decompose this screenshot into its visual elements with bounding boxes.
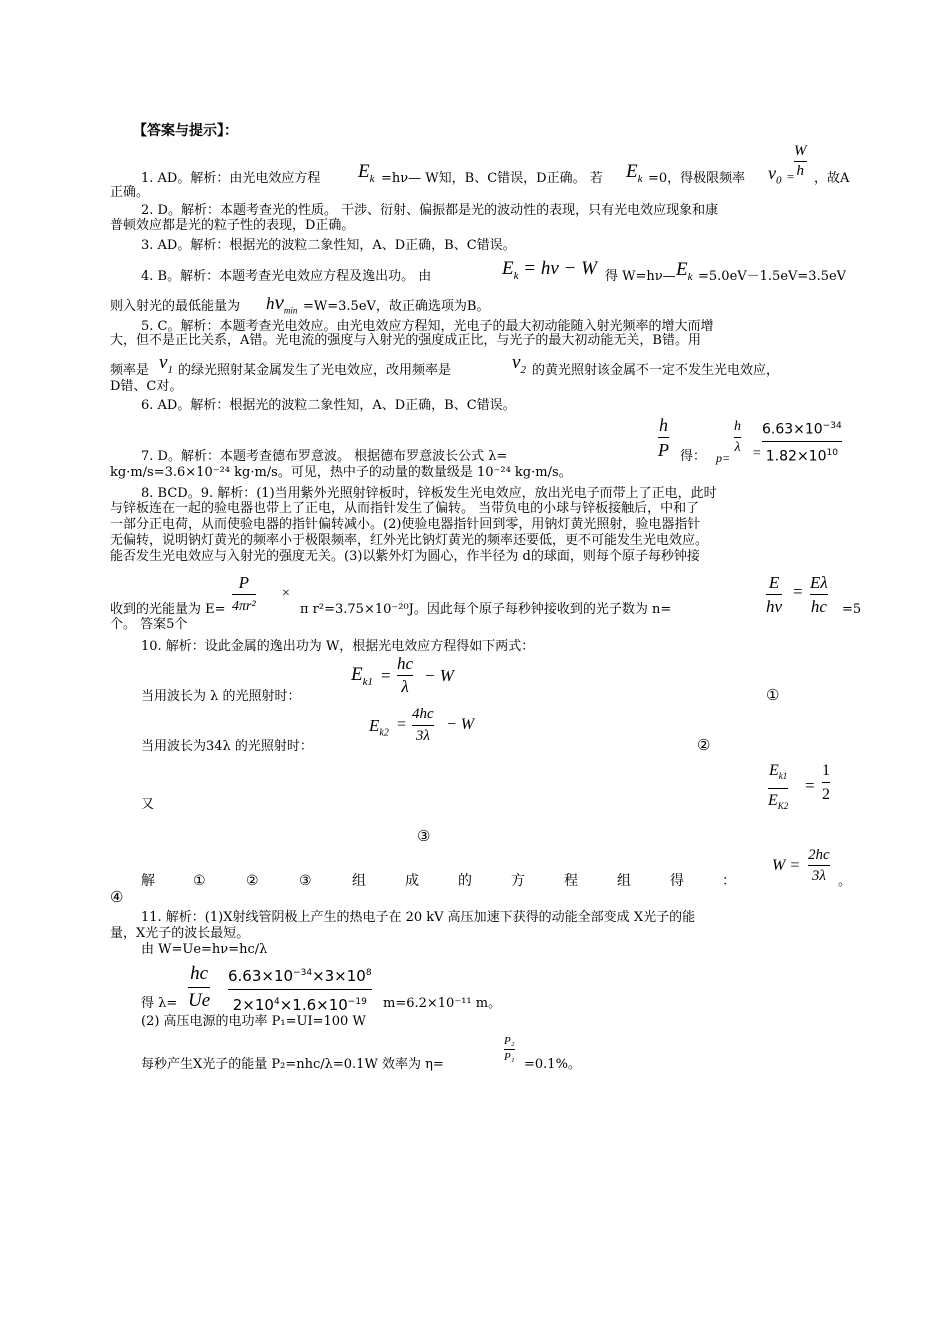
answer-11-line-1: 11. 解析：(1)X射线管阴极上产生的热电子在 20 kV 高压加速下获得的动能全部变成 X光子的能: [141, 910, 696, 925]
answer-8-line-6c: =5: [842, 602, 862, 617]
q4-text-b: 得 W=hν—: [605, 269, 676, 284]
circle-2: ②: [697, 736, 711, 754]
q8-times: ×: [282, 586, 290, 601]
answer-8-line-5: 能否发生光电效应与入射光的强度无关。(3)以紫外灯为圆心，作半径为 d的球面，则每个原子每秒钟接: [110, 549, 700, 564]
answer-10-line-4: 又: [141, 797, 155, 812]
answer-11-line-4b: m=6.2×10⁻¹¹ m。: [383, 996, 502, 1011]
answer-heading: 【答案与提示】：: [133, 123, 238, 139]
q10-minus-w-2: − W: [446, 716, 475, 733]
solve-word-6: 成: [405, 873, 419, 889]
answer-8-line-4: 无偏转，说明钠灯黄光的频率小于极限频率，红外光比钠灯黄光的频率还要低，更不可能发生光电效应。: [110, 533, 709, 548]
q10-end-period: 。: [838, 874, 852, 889]
q8-fraction-power: P 4πr²: [232, 573, 256, 614]
q11-fraction-hc-ue: hc Ue: [188, 963, 211, 1011]
solve-word-5: 组: [352, 873, 366, 889]
answer-11-line-2: 量，X光子的波长最短。: [110, 926, 250, 941]
solve-word-2: ①: [193, 873, 206, 889]
q5-nu1: $\nu_1$: [159, 352, 173, 376]
circle-3: ③: [417, 827, 431, 845]
q7-eq: =: [752, 446, 762, 461]
q1-nu0: $\nu_0$: [768, 163, 782, 187]
solve-word-3: ②: [246, 873, 259, 889]
q1-text-a: 1. AD。解析：由光电效应方程: [141, 171, 321, 186]
answer-11-line-6a: 每秒产生X光子的能量 P₂=nhc/λ=0.1W 效率为 η=: [141, 1057, 444, 1072]
q1-text-e: 正确。: [110, 185, 150, 200]
answer-5-line-3b: 的绿光照射某金属发生了光电效应，改用频率是: [178, 363, 452, 378]
q7-text-b: 得：: [680, 449, 707, 464]
solve-word-11: 得: [670, 873, 684, 889]
answer-8-line-2: 与锌板连在一起的验电器也带上了正电，从而指针发生了偏转。 当带负电的小球与锌板接触后，中和了: [110, 501, 700, 516]
solve-word-12: ：: [722, 873, 736, 889]
q10-fraction-ek-ratio: $E_{k1}$ $E_{K2}$: [768, 762, 789, 812]
q10-fraction-2hc: 2hc 3λ: [808, 847, 830, 884]
q10-eq1: =: [381, 666, 391, 685]
q7-p-eq: p=: [716, 451, 731, 465]
q7-text-c: kg·m/s=3.6×10⁻²⁴ kg·m/s。可见，热中子的动量的数量级是 10⁻²⁴ kg·m/s。: [110, 465, 572, 480]
solve-word-1: 解: [141, 873, 155, 889]
q1-text-c: =0，得极限频率: [648, 171, 746, 186]
q1-fraction: W h: [794, 143, 807, 179]
q5-nu2: $\nu_2$: [512, 352, 526, 376]
q1-text-b: =hν— W知，B、C错误，D正确。 若: [381, 171, 603, 186]
q1-text-d: ，故A: [814, 171, 850, 186]
solve-word-7: 的: [458, 873, 472, 889]
q10-minus-w-1: − W: [424, 666, 454, 685]
q4-formula: $E_k = h\nu - W$: [502, 258, 597, 282]
answer-6: 6. AD。解析：根据光的波粒二象性知，A、D正确，B、C错误。: [141, 398, 516, 413]
solve-word-9: 程: [564, 873, 578, 889]
q8-fraction-el-hc: Eλ hc: [810, 573, 828, 616]
answer-10-line-1: 10. 解析：设此金属的逸出功为 W，根据光电效应方程得如下两式：: [141, 639, 535, 654]
q7-fraction-values: $6.63\times 10^{-34}$ $1.82\times 10^{10}$: [762, 421, 842, 465]
q4-text-c: =5.0eV－1.5eV=3.5eV: [698, 269, 847, 284]
q4-text-a: 4. B。解析：本题考查光电效应方程及逸出功。 由: [141, 269, 432, 284]
answer-5-line-3c: 的黄光照射该金属不一定不发生光电效应，: [532, 363, 780, 378]
solve-word-8: 方: [511, 873, 525, 889]
solve-word-10: 组: [617, 873, 631, 889]
answer-5-line-4: D错、C对。: [110, 379, 183, 394]
q11-fraction-p2-p1: P₂ P₁: [504, 1035, 515, 1063]
q1-eq: =: [786, 169, 795, 184]
q8-eq: =: [793, 582, 803, 601]
answer-2-line-1: 2. D。解析：本题考查光的性质。 干涉、衍射、偏振都是光的波动性的表现，只有光电效应现象和康: [141, 203, 719, 218]
answer-5-line-2: 大，但不是正比关系，A错。光电流的强度与入射光的强度成正比，与光子的最大初动能无关，B错。用: [110, 333, 701, 348]
answer-8-line-1: 8. BCD。9. 解析：(1)当用紫外光照射锌板时，锌板发生光电效应，放出光电子而带上了正电，此时: [141, 486, 717, 501]
answer-10-line-2: 当用波长为 λ 的光照射时：: [141, 689, 301, 704]
q10-ek2-label: $E_{k2}$: [369, 716, 389, 739]
q8-fraction-e-hv: E hν: [766, 573, 783, 616]
answer-8-line-6b: π r²=3.75×10⁻²⁰J。因此每个原子每秒钟接收到的光子数为 n=: [300, 602, 672, 617]
q10-eq3: =: [805, 776, 815, 795]
q4-ek: $E_k$: [676, 259, 693, 283]
q10-ek1-label: $E_{k1}$: [351, 664, 373, 688]
q10-fraction-half: 1 2: [822, 762, 830, 803]
q10-fraction-hc-l: hc λ: [397, 654, 414, 696]
q1-ek-symbol-2: $E_k$: [626, 161, 643, 185]
q7-fraction-hl: h λ: [734, 419, 741, 455]
circle-4: ④: [110, 888, 124, 906]
answer-5-line-1: 5. C。解析：本题考查光电效应。由光电效应方程知，光电子的最大初动能随入射光频率的增大而增: [141, 319, 714, 334]
q11-fraction-values: $6.63\times 10^{-34}\times 3\times 10^8$ $2\times 10^4\times 1.6\times 10^{-19}$: [228, 967, 372, 1014]
q1-ek-symbol: $E_k$: [358, 161, 375, 185]
solve-word-4: ③: [299, 873, 312, 889]
answer-8-line-7: 个。 答案5个: [110, 617, 188, 632]
answer-8-line-3: 一部分正电荷，从而使验电器的指针偏转减小。(2)使验电器指针回到零，用钠灯黄光照射，验电器指针: [110, 517, 701, 532]
answer-5-line-3a: 频率是: [110, 363, 150, 378]
q4-text-e: =W=3.5eV，故正确选项为B。: [303, 299, 490, 314]
q4-text-d: 则入射光的最低能量为: [110, 299, 241, 314]
answer-11-line-5: (2) 高压电源的电功率 P₁=UI=100 W: [141, 1014, 366, 1029]
answer-2-line-2: 普顿效应都是光的粒子性的表现，D正确。: [110, 218, 355, 233]
q10-eq2: =: [397, 716, 407, 733]
q7-text-a: 7. D。解析：本题考查德布罗意波。 根据德布罗意波长公式 λ=: [141, 449, 508, 464]
answer-8-line-6a: 收到的光能量为 E=: [110, 602, 226, 617]
answer-3: 3. AD。解析：根据光的波粒二象性知，A、D正确，B、C错误。: [141, 238, 516, 253]
answer-11-line-6b: =0.1%。: [524, 1057, 581, 1072]
q4-h-numin: $h\nu_{min}$: [266, 290, 298, 316]
q7-fraction-hp: h P: [658, 415, 669, 460]
q10-w-eq: W =: [772, 857, 801, 874]
answer-11-line-4a: 得 λ=: [141, 996, 178, 1011]
answer-10-line-3: 当用波长为34λ 的光照射时：: [141, 739, 313, 754]
answer-11-line-3: 由 W=Ue=hν=hc/λ: [141, 942, 268, 957]
q10-fraction-4hc: 4hc 3λ: [412, 706, 434, 744]
circle-1: ①: [766, 686, 780, 704]
